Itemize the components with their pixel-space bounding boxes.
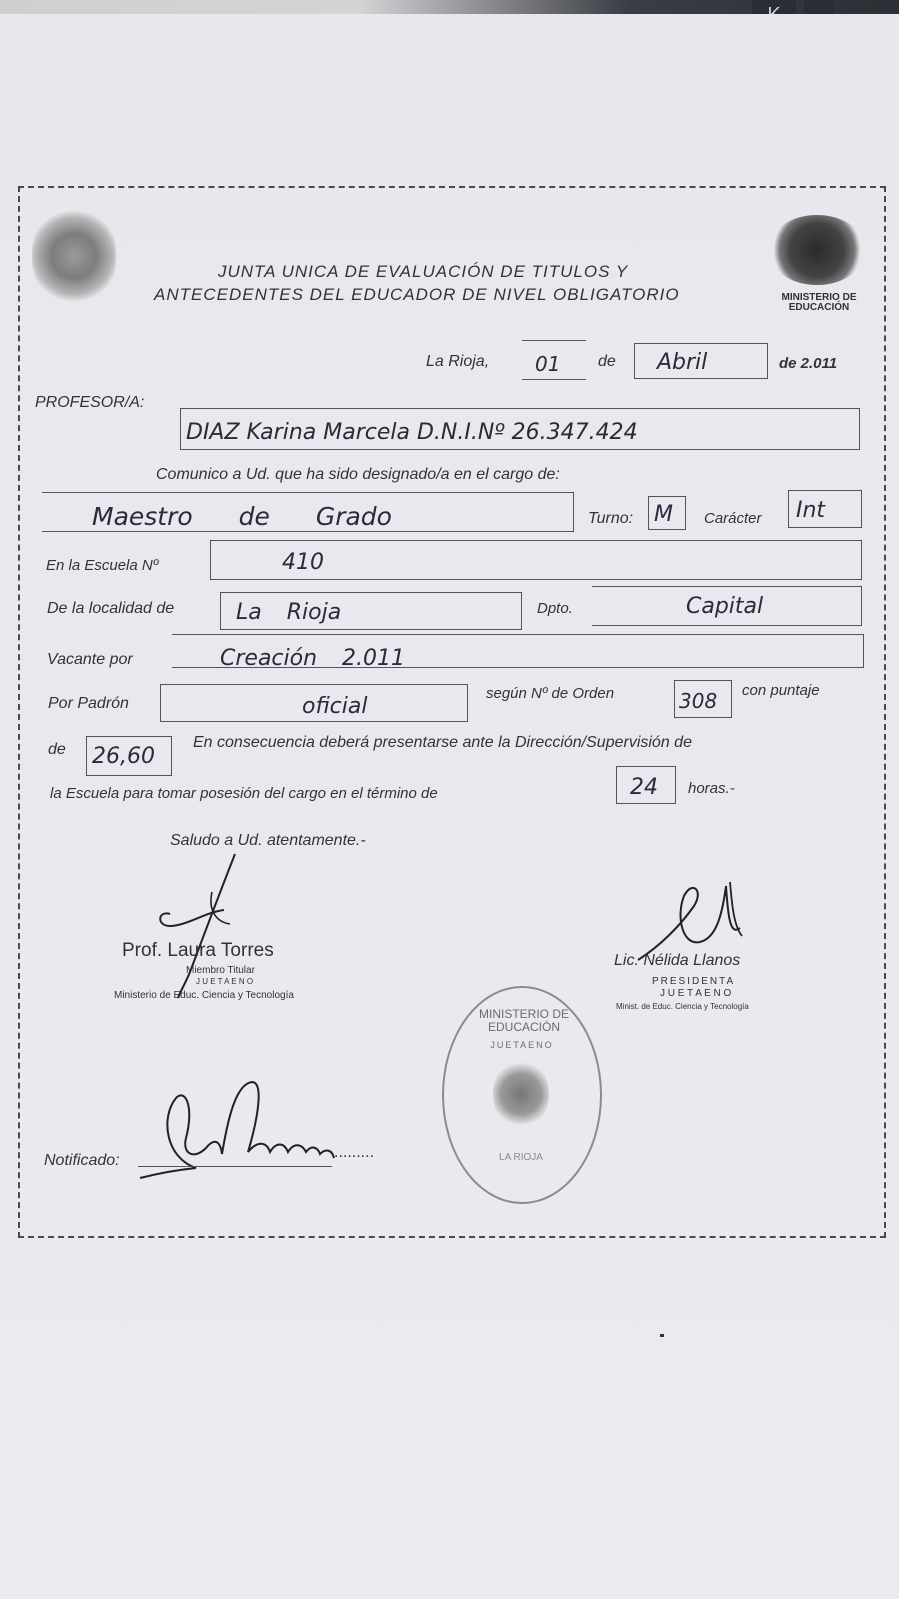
caracter-value: Int	[796, 498, 826, 523]
puntaje-label: con puntaje	[742, 682, 820, 699]
saludo-text: Saludo a Ud. atentamente.-	[170, 832, 366, 849]
firma-izq-org: J U E T A E N O	[196, 977, 254, 986]
plazo-value: 24	[630, 775, 658, 800]
firma-izq-ministry: Ministerio de Educ. Ciencia y Tecnología	[114, 990, 294, 1001]
localidad-label: De la localidad de	[47, 600, 175, 617]
de-label: de	[598, 353, 616, 370]
stamp-emblem-icon	[493, 1059, 549, 1129]
escuela-value: 410	[282, 550, 324, 575]
header-title-line2: ANTECEDENTES DEL EDUCADOR DE NIVEL OBLIGATORIO	[154, 285, 680, 304]
coat-of-arms-seal-icon	[32, 208, 116, 304]
profesora-value: DIAZ Karina Marcela D.N.I.Nº 26.347.424	[186, 420, 638, 445]
year-label: de 2.011	[779, 355, 838, 372]
signature-notificado-icon	[136, 1078, 346, 1188]
month-value: Abril	[657, 350, 708, 375]
vacante-value: Creación 2.011	[220, 646, 406, 671]
notificado-dots: .........	[334, 1144, 375, 1161]
stamp-top-text: MINISTERIO DE EDUCACIÓN	[478, 1007, 569, 1034]
firma-izq-role: Miembro Titular	[186, 965, 255, 976]
consecuencia-text: En consecuencia deberá presentarse ante la Dirección/Supervisión de	[193, 734, 692, 751]
horas-label: horas.-	[688, 780, 735, 797]
notificado-line	[138, 1166, 332, 1167]
firma-der-role: PRESIDENTA	[652, 976, 736, 987]
firma-der-ministry: Minist. de Educ. Ciencia y Tecnología	[616, 1002, 749, 1011]
dpto-value: Capital	[686, 594, 764, 619]
profesora-label: PROFESOR/A:	[35, 394, 145, 411]
header-title-line1: JUNTA UNICA DE EVALUACIÓN DE TITULOS Y	[218, 262, 629, 281]
firma-der-name: Lic. Nélida Llanos	[614, 952, 741, 969]
vacante-label: Vacante por	[47, 651, 133, 668]
city-label: La Rioja,	[426, 353, 490, 370]
firma-izq-name: Prof. Laura Torres	[122, 940, 274, 961]
padron-value: oficial	[302, 694, 368, 719]
stamp-bottom-text: LA RIOJA	[499, 1152, 543, 1163]
localidad-value: La Rioja	[236, 600, 342, 625]
de-puntaje-label: de	[48, 741, 66, 758]
cargo-value: Maestro de Grado	[92, 502, 392, 531]
firma-der-org: J U E T A E N O	[660, 988, 732, 999]
plazo-text: la Escuela para tomar posesión del cargo en el término de	[50, 785, 438, 802]
orden-label: según Nº de Orden	[486, 685, 615, 702]
ministry-logo-caption: MINISTERIO DE EDUCACIÓN	[781, 292, 857, 313]
dpto-label: Dpto.	[537, 600, 573, 617]
turno-value: M	[654, 502, 673, 527]
orden-value: 308	[679, 689, 718, 713]
stamp-mid-text: JUETAENO	[490, 1040, 554, 1050]
day-value: 01	[535, 352, 561, 376]
caracter-label: Carácter	[704, 510, 762, 527]
escuela-label: En la Escuela Nº	[46, 557, 159, 574]
paper-speck	[660, 1334, 664, 1337]
ministry-logo-icon	[768, 215, 866, 285]
notificado-label: Notificado:	[44, 1152, 120, 1169]
padron-label: Por Padrón	[48, 695, 129, 712]
turno-label: Turno:	[588, 510, 634, 527]
puntaje-value: 26,60	[92, 744, 155, 769]
comunico-text: Comunico a Ud. que ha sido designado/a en el cargo de:	[156, 466, 560, 483]
